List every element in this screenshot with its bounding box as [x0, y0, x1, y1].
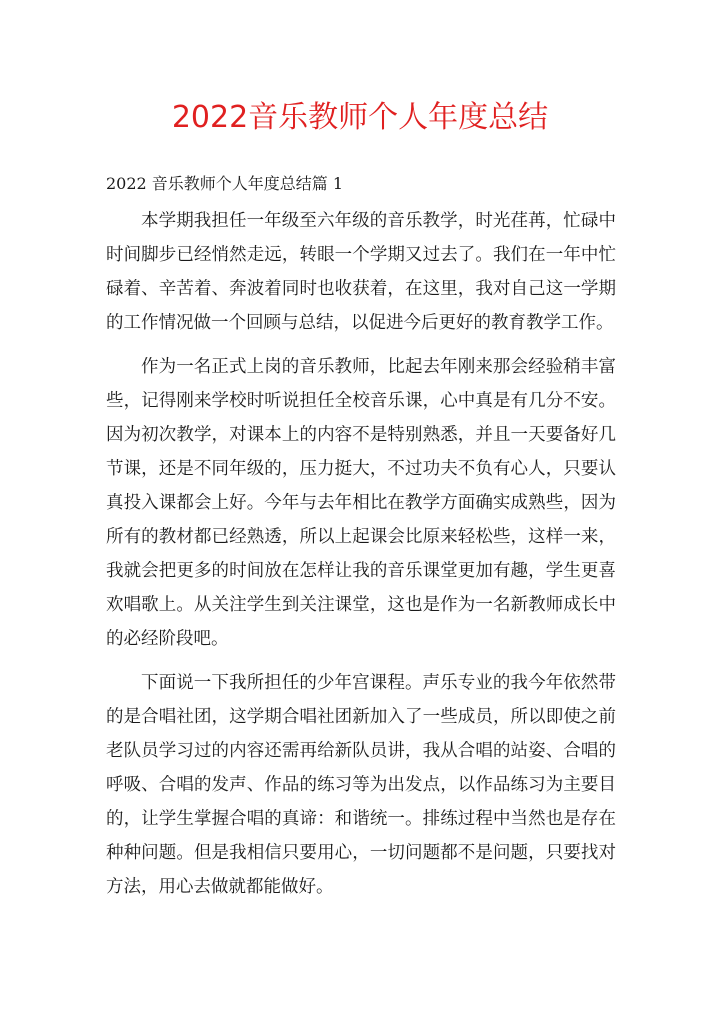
paragraph-3: 下面说一下我所担任的少年宫课程。声乐专业的我今年依然带的是合唱社团，这学期合唱社团新加入了一些成员，所以即使之前老队员学习过的内容还需再给新队员讲，我从合唱的站姿、合唱的呼吸、合唱的发声、作品的练习等为出发点，以作品练习为主要目的，让学生掌握合唱的真谛：和谐统一。排练过程中当然也是存在种种问题。但是我相信只要用心，一切问题都不是问题，只要找对方法，用心去做就都能做好。 [106, 673, 616, 897]
section-heading: 2022 音乐教师个人年度总结篇 1 [106, 174, 344, 193]
paragraph-1: 本学期我担任一年级至六年级的音乐教学，时光荏苒，忙碌中时间脚步已经悄然走远，转眼一个学期又过去了。我们在一年中忙碌着、辛苦着、奔波着同时也收获着，在这里，我对自己这一学期的工作情况做一个回顾与总结，以促进今后更好的教育教学工作。 [106, 211, 616, 333]
paragraph-2: 作为一名正式上岗的音乐教师，比起去年刚来那会经验稍丰富些，记得刚来学校时听说担任全校音乐课，心中真是有几分不安。因为初次教学，对课本上的内容不是特别熟悉，并且一天要备好几节课，还是不同年级的，压力挺大，不过功夫不负有心人，只要认真投入课都会上好。今年与去年相比在教学方面确实成熟些，因为所有的教材都已经熟透，所以上起课会比原来轻松些，这样一来，我就会把更多的时间放在怎样让我的音乐课堂更加有趣，学生更喜欢唱歌上。从关注学生到关注课堂，这也是作为一名新教师成长中的必经阶段吧。 [106, 357, 616, 649]
body-text [106, 204, 616, 914]
document-title: 2022音乐教师个人年度总结 [171, 100, 549, 135]
